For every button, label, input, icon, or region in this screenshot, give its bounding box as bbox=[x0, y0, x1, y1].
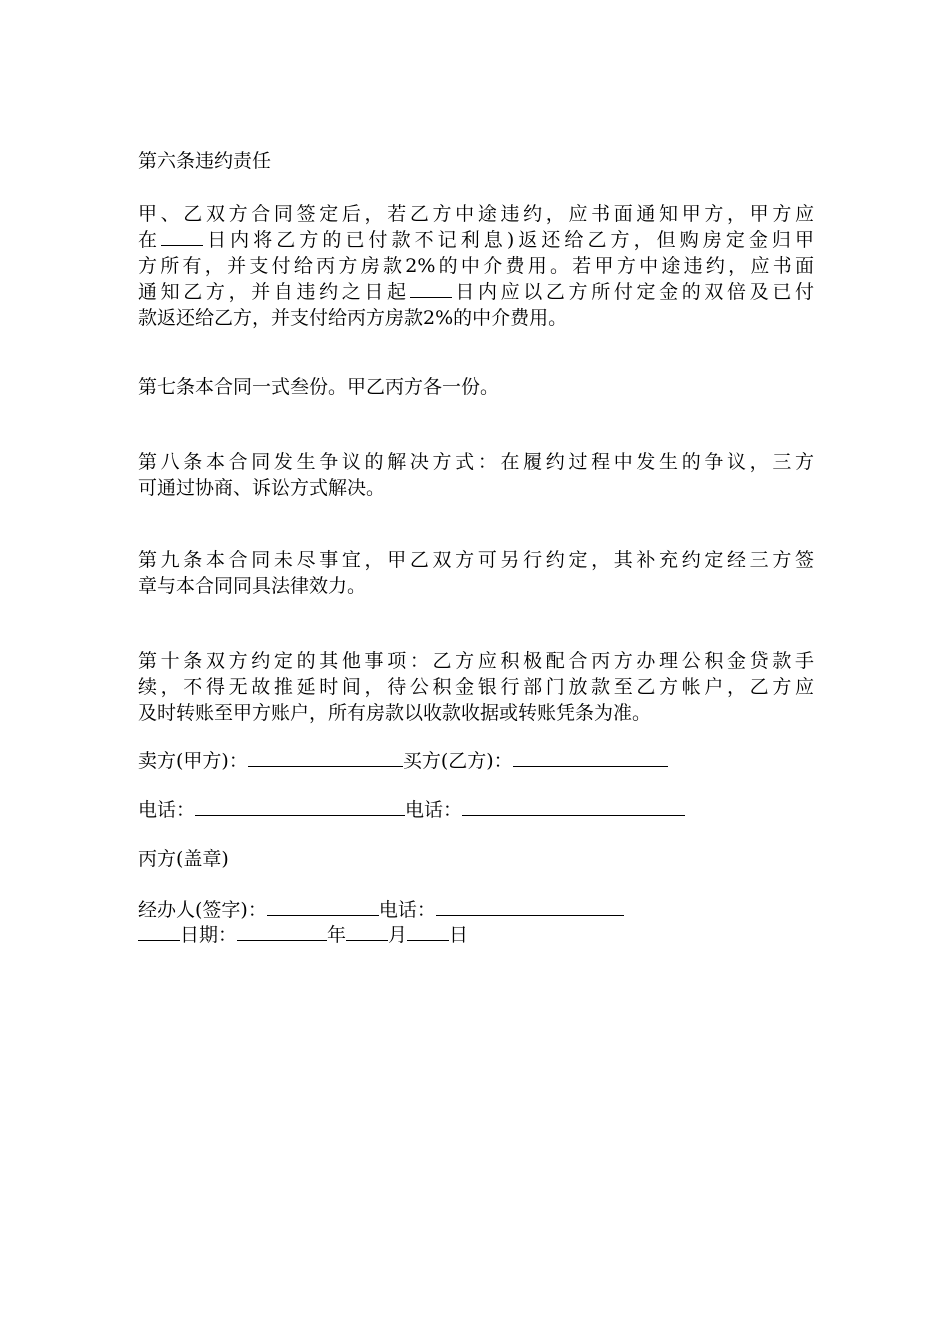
seller-phone-label: 电话： bbox=[138, 799, 196, 821]
article-10-line-1: 第十条双方约定的其他事项：乙方应积极配合丙方办理公积金贷款手 bbox=[138, 650, 814, 672]
article-9-line-1: 第九条本合同未尽事宜，甲乙双方可另行约定，其补充约定经三方签 bbox=[138, 549, 814, 571]
month-blank bbox=[346, 922, 388, 941]
agent-phone-label: 电话： bbox=[378, 899, 436, 921]
buyer-phone-label: 电话： bbox=[405, 799, 463, 821]
article-10-line-3: 及时转账至甲方账户，所有房款以收款收据或转账凭条为准。 bbox=[138, 702, 652, 724]
article-6-line-2-end: 日内将乙方的已付款不记利息)返还给乙方，但购房定金归甲 bbox=[203, 229, 814, 251]
agency-seal-label: 丙方(盖章) bbox=[138, 848, 229, 870]
article-6-line-4-start: 通知乙方，并自违约之日起 bbox=[138, 281, 410, 303]
seller-label: 卖方(甲方)： bbox=[138, 750, 248, 772]
phone-line bbox=[138, 797, 685, 823]
date-line bbox=[138, 922, 468, 948]
article-6-heading: 第六条违约责任 bbox=[138, 150, 272, 172]
agent-signature-blank bbox=[267, 897, 379, 916]
seller-buyer-line bbox=[138, 748, 668, 774]
buyer-phone-blank bbox=[462, 797, 685, 816]
seller-blank bbox=[248, 748, 403, 767]
article-6-line-4-end: 日内应以乙方所付定金的双倍及已付 bbox=[451, 281, 814, 303]
article-6-line-2-start: 在 bbox=[138, 229, 162, 251]
article-8-line-2: 可通过协商、诉讼方式解决。 bbox=[138, 477, 386, 499]
day-blank bbox=[407, 922, 449, 941]
article-6-line-4 bbox=[138, 279, 814, 305]
day-label: 日 bbox=[449, 924, 469, 946]
year-label: 年 bbox=[327, 924, 347, 946]
month-label: 月 bbox=[388, 924, 408, 946]
article-9-line-2: 章与本合同同具法律效力。 bbox=[138, 575, 367, 597]
days-blank-1 bbox=[161, 227, 203, 246]
article-7-text: 第七条本合同一式叁份。甲乙丙方各一份。 bbox=[138, 376, 500, 398]
article-6-line-5: 款返还给乙方，并支付给丙方房款2%的中介费用。 bbox=[138, 307, 568, 329]
agent-phone-blank bbox=[436, 897, 624, 916]
article-6-line-3: 方所有，并支付给丙方房款2%的中介费用。若甲方中途违约，应书面 bbox=[138, 255, 814, 277]
buyer-label: 买方(乙方)： bbox=[402, 750, 513, 772]
buyer-blank bbox=[513, 748, 668, 767]
seller-phone-blank bbox=[195, 797, 405, 816]
article-8-line-1: 第八条本合同发生争议的解决方式：在履约过程中发生的争议，三方 bbox=[138, 451, 814, 473]
agent-label: 经办人(签字)： bbox=[138, 899, 267, 921]
article-10-line-2: 续，不得无故推延时间，待公积金银行部门放款至乙方帐户，乙方应 bbox=[138, 676, 814, 698]
agent-line bbox=[138, 897, 624, 923]
date-prefix-blank bbox=[138, 922, 180, 941]
days-blank-2 bbox=[410, 279, 452, 298]
date-label: 日期： bbox=[180, 924, 238, 946]
article-6-line-2 bbox=[138, 227, 814, 253]
year-blank bbox=[237, 922, 327, 941]
article-6-line-1: 甲、乙双方合同签定后，若乙方中途违约，应书面通知甲方，甲方应 bbox=[138, 203, 814, 225]
